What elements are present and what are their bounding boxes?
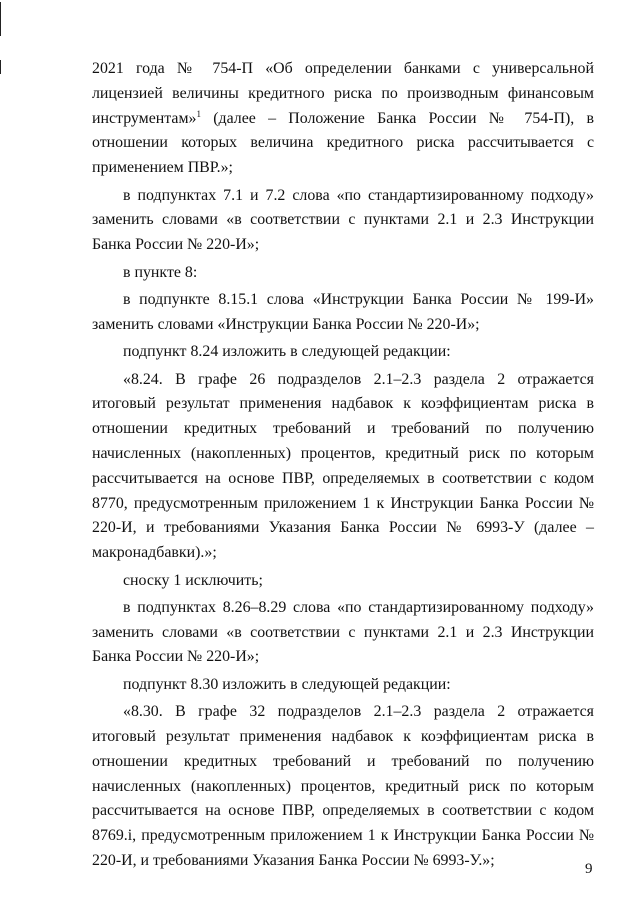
scan-edge-mark	[0, 60, 1, 74]
paragraph-1	[92, 57, 594, 181]
paragraph-3: в пункте 8:	[123, 263, 198, 281]
paragraph-7: сноску 1 исключить;	[123, 571, 263, 589]
document-page	[92, 57, 594, 876]
paragraph-1-text: 2021 года № 754-П «Об определении банками с универсальной лицензией величины кредитного риска по производным финансовым инструментам»	[92, 60, 594, 127]
page-number: 9	[585, 861, 593, 877]
paragraph-6: «8.24. В графе 26 подразделов 2.1–2.3 раздела 2 отражается итоговый результат применения надбавок к коэффициентам риска в отношении кредитных требований и требований по получению начисленных (накопленных) процентов, кредитный риск по которым рассчитывается на основе ПВР, определяемых в соответствии с кодом 8770, предусмотренным приложением 1 к Инструкции Банка России № 220-И, и требованиями Указания Банка России № 6993-У (далее – макронадбавки).»;	[92, 370, 594, 562]
paragraph-8: в подпунктах 8.26–8.29 слова «по стандартизированному подходу» заменить словами «в соответствии с пунктами 2.1 и 2.3 Инструкции Банка России № 220-И»;	[92, 598, 594, 666]
scan-edge-mark	[0, 2, 1, 36]
paragraph-5: подпункт 8.24 изложить в следующей редакции:	[123, 343, 451, 361]
footnote-marker[interactable]: 1	[196, 108, 201, 119]
paragraph-1-tail: (далее – Положение Банка России № 754-П), в отношении которых величина кредитного риска рассчитывается с применением ПВР.»;	[92, 109, 594, 177]
paragraph-4: в подпункте 8.15.1 слова «Инструкции Банка России № 199-И» заменить словами «Инструкции Банка России № 220-И»;	[92, 290, 594, 333]
paragraph-9: подпункт 8.30 изложить в следующей редакции:	[123, 675, 451, 693]
paragraph-2: в подпунктах 7.1 и 7.2 слова «по стандартизированному подходу» заменить словами «в соответствии с пунктами 2.1 и 2.3 Инструкции Банка России № 220-И»;	[92, 186, 594, 254]
paragraph-10: «8.30. В графе 32 подразделов 2.1–2.3 раздела 2 отражается итоговый результат применения надбавок к коэффициентам риска в отношении кредитных требований и требований по получению начисленных (накопленных) процентов, кредитный риск по которым рассчитывается на основе ПВР, определяемых в соответствии с кодом 8769.i, предусмотренным приложением 1 к Инструкции Банка России № 220-И, и требованиями Указания Банка России № 6993-У.»;	[92, 703, 594, 870]
